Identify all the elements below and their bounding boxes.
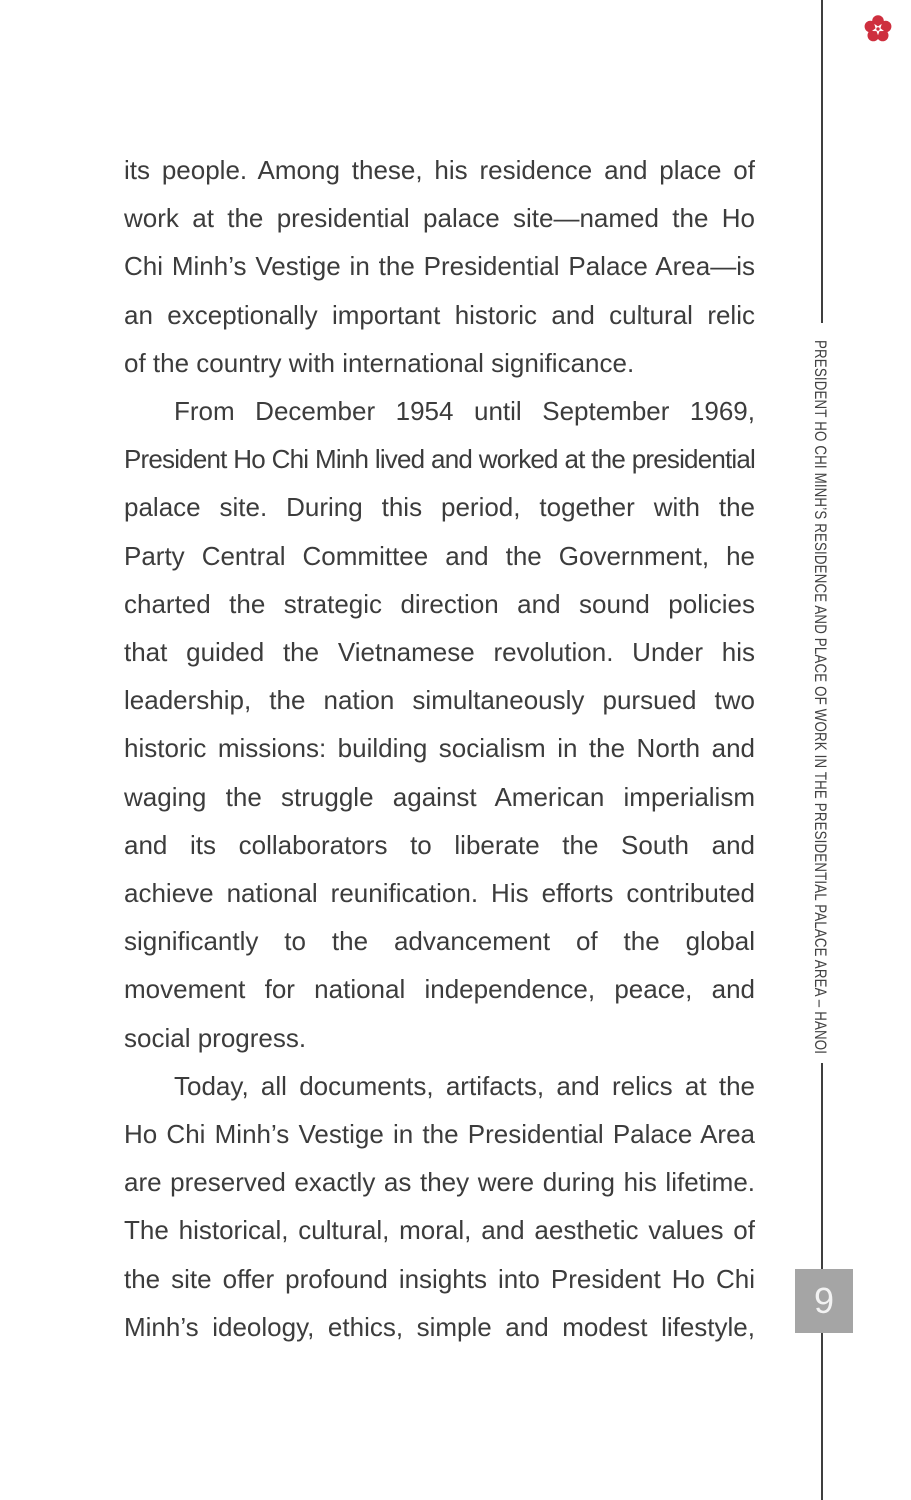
text-line: Today, all documents, artifacts, and relics at the xyxy=(174,1070,755,1101)
sidebar-rule-middle xyxy=(821,1063,823,1269)
text-line: Minh’s ideology, ethics, simple and modest lifestyle, xyxy=(124,1311,755,1342)
text-line: its people. Among these, his residence and place of xyxy=(124,155,755,185)
sidebar-rule-top xyxy=(821,0,823,323)
text-line: achieve national reunification. His efforts contributed xyxy=(124,878,755,909)
text-line: and its collaborators to liberate the South and xyxy=(124,829,755,860)
text-line: President Ho Chi Minh lived and worked at the presidential xyxy=(124,444,755,475)
text-line: the site offer profound insights into President Ho Chi xyxy=(124,1263,755,1294)
text-line: social progress. xyxy=(124,1022,307,1053)
text-line: charted the strategic direction and sound policies xyxy=(124,588,755,619)
text-line: From December 1954 until September 1969, xyxy=(174,396,755,427)
text-line: are preserved exactly as they were during his lifetime. xyxy=(124,1167,755,1198)
text-line: work at the presidential palace site—named the Ho xyxy=(124,203,755,234)
text-line: significantly to the advancement of the global xyxy=(124,926,755,957)
text-line: The historical, cultural, moral, and aesthetic values of xyxy=(124,1215,755,1246)
text-line: of the country with international significance. xyxy=(124,347,635,378)
sidebar-rule-bottom xyxy=(821,1333,823,1500)
text-line: Party Central Committee and the Government, he xyxy=(124,540,755,571)
blossom-icon xyxy=(863,14,893,44)
page-number: 9 xyxy=(813,1280,835,1321)
page-number-box xyxy=(795,1269,853,1333)
text-line: that guided the Vietnamese revolution. Under his xyxy=(124,637,755,668)
body-text xyxy=(124,146,755,1351)
text-line: waging the struggle against American imperialism xyxy=(124,781,755,812)
text-line: Ho Chi Minh’s Vestige in the Presidential Palace Area xyxy=(124,1119,755,1150)
text-line: palace site. During this period, together with the xyxy=(124,492,755,523)
text-line: an exceptionally important historic and cultural relic xyxy=(124,299,755,330)
sidebar-running-title: PRESIDENT HO CHI MINH’S RESIDENCE AND PLACE OF WORK IN THE PRESIDENTIAL PALACE AREA – HANOI xyxy=(811,340,830,1055)
text-line: leadership, the nation simultaneously pursued two xyxy=(124,685,755,716)
text-line: historic missions: building socialism in the North and xyxy=(124,733,755,764)
text-line: Chi Minh’s Vestige in the Presidential Palace Area—is xyxy=(124,251,755,282)
text-line: movement for national independence, peace, and xyxy=(124,974,755,1005)
